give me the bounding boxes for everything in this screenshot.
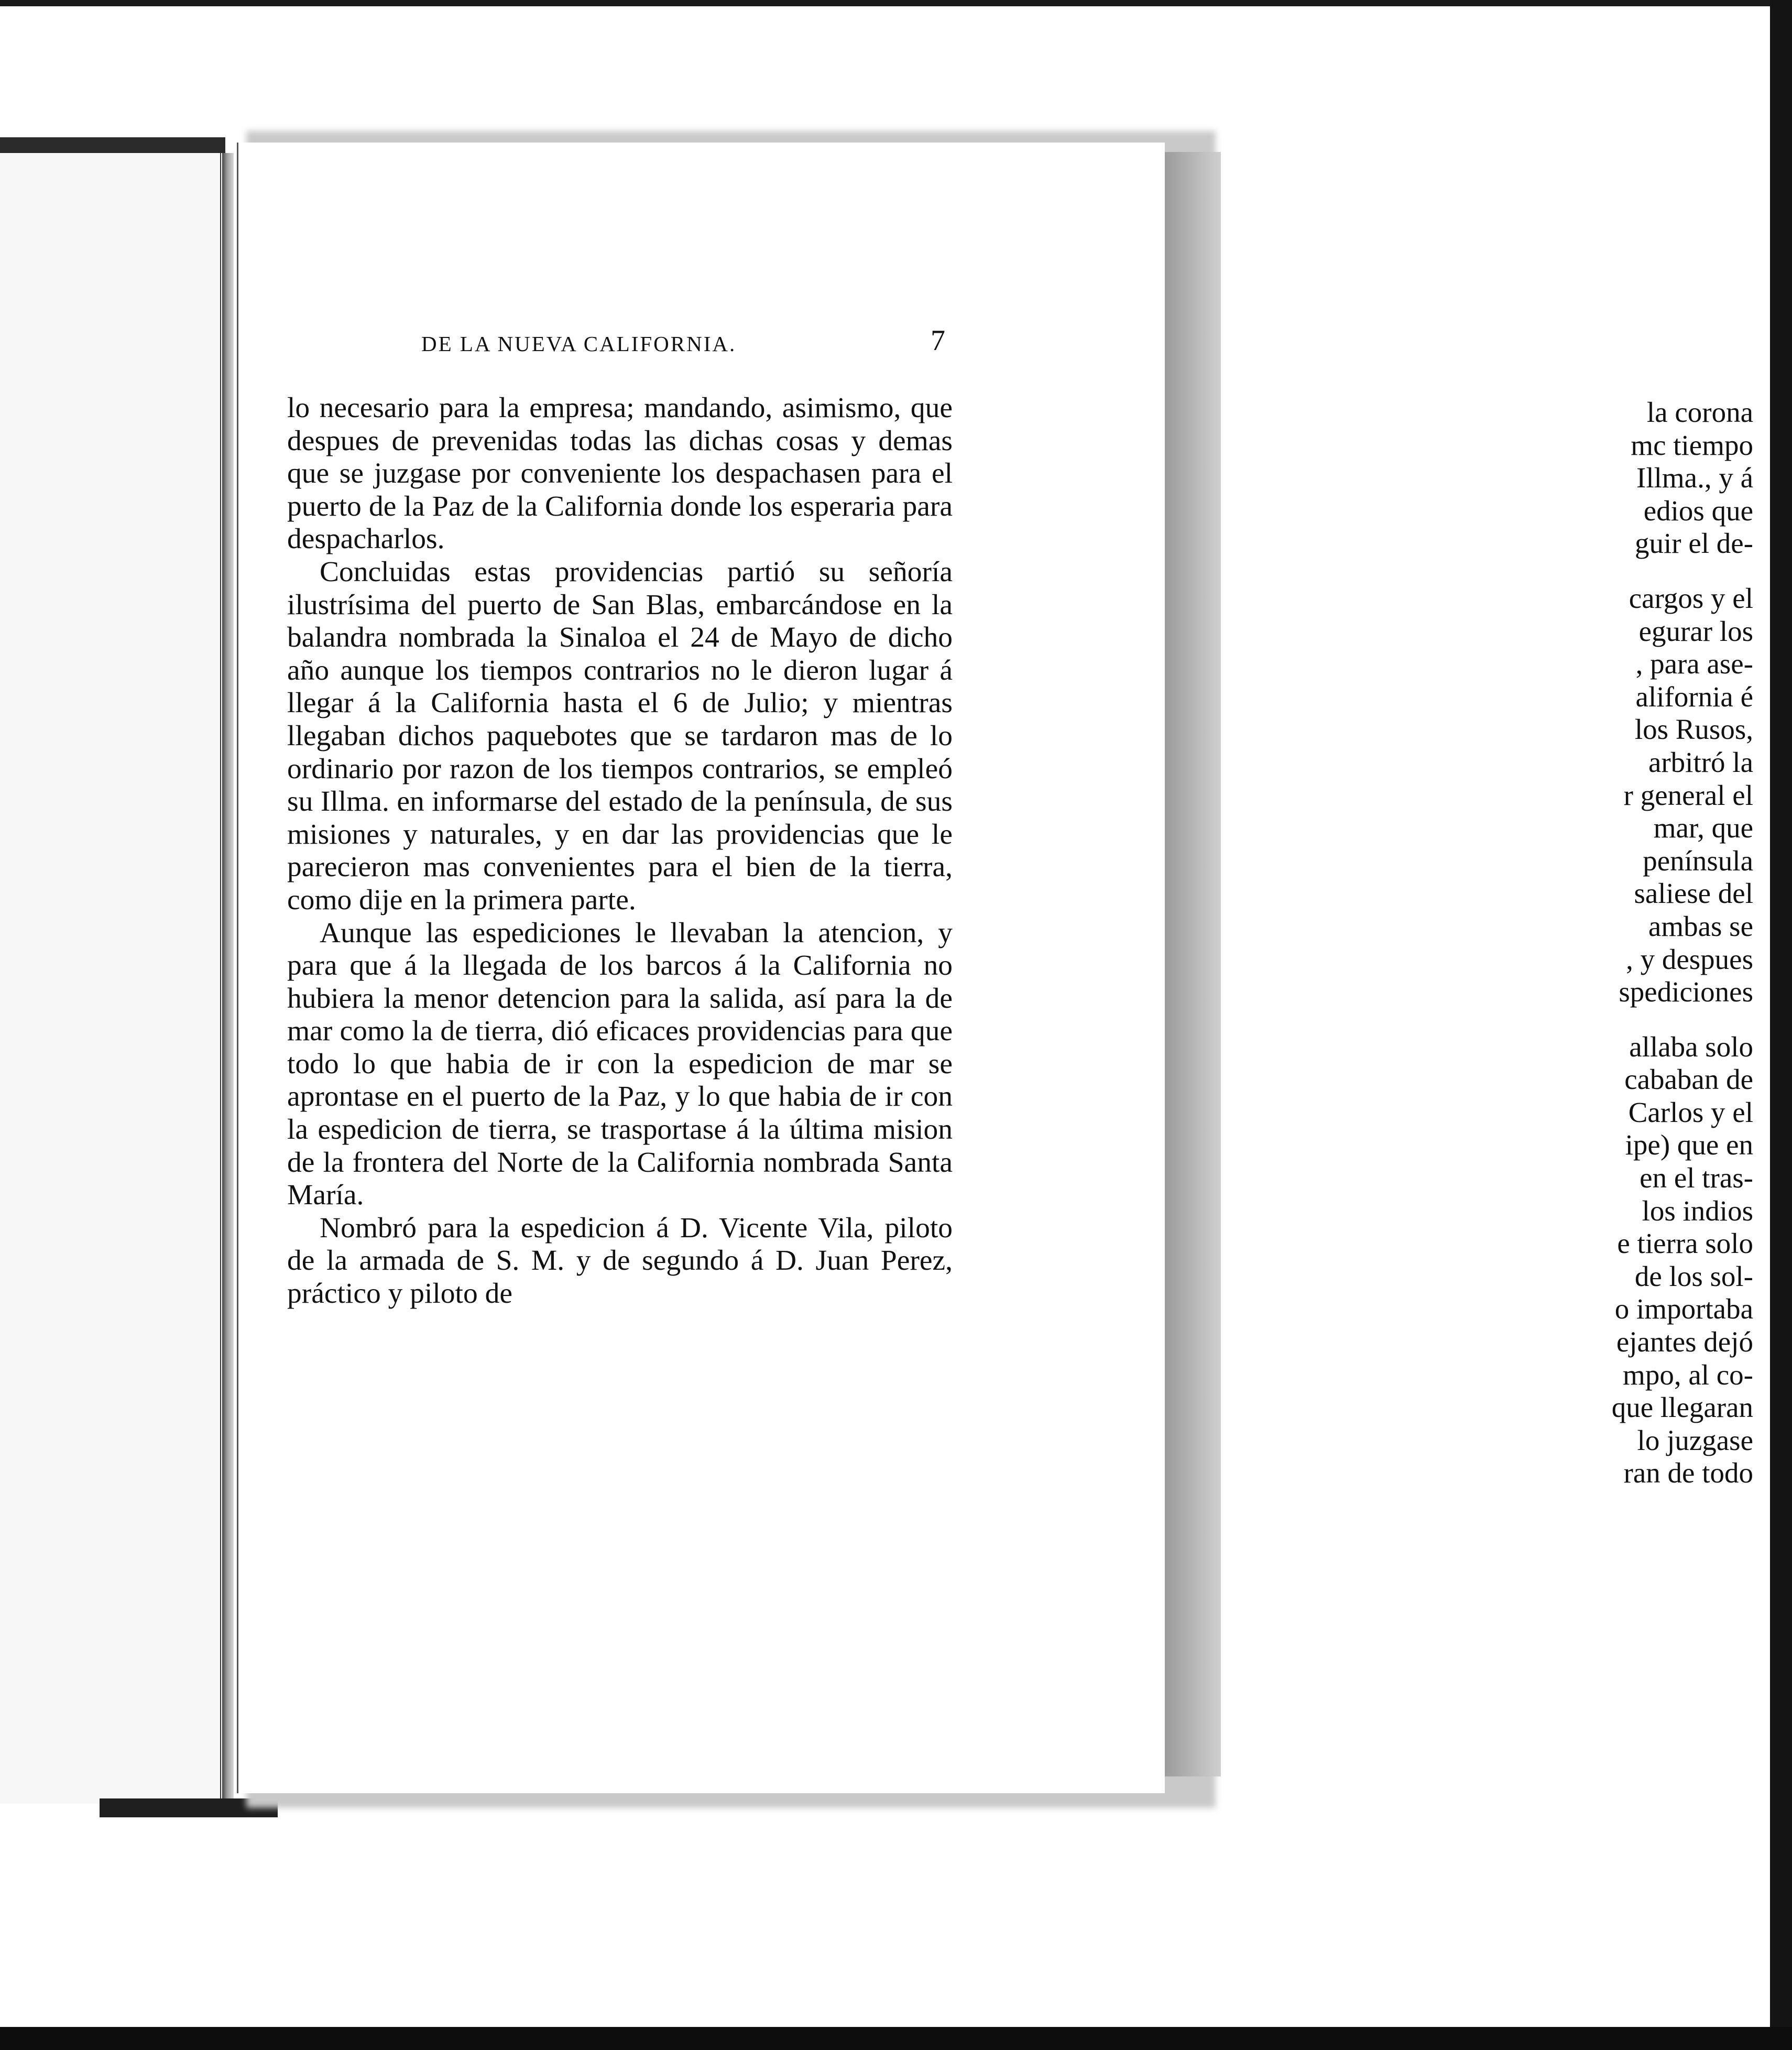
paragraph: Aunque las espediciones le llevaban la atencion, y para que á la llegada de los barcos á la California no hubiera la menor detencion para la salida, así para la de mar como la de tierra, dió eficaces providencias para que todo lo que habia de ir con la espedicion de mar se aprontase en el puerto de la Paz, y lo que habia de ir con la espedicion de tierra, se trasportase á la última mision de la frontera del Norte de la California nombrada Santa María.	[287, 917, 953, 1212]
left-line: , y despues	[1626, 943, 1753, 975]
left-line: que llegaran	[1611, 1391, 1753, 1424]
scan-frame-bottom	[0, 2027, 1792, 2050]
body-text	[287, 392, 953, 1311]
left-line: mc tiempo	[1631, 429, 1753, 461]
left-line: allaba solo	[1629, 1030, 1753, 1063]
left-line: ejantes dejó	[1616, 1326, 1753, 1358]
left-cover-board-top	[0, 137, 225, 153]
left-line: edios que	[1643, 494, 1753, 527]
paragraph: Nombró para la espedicion á D. Vicente Vila, piloto de la armada de S. M. y de segundo á D. Juan Perez, práctico y piloto de	[287, 1212, 953, 1310]
left-line: lo juzgase	[1637, 1424, 1753, 1456]
left-line: la corona	[1646, 396, 1753, 428]
left-line: de los sol-	[1634, 1260, 1753, 1292]
left-line: mar, que	[1653, 812, 1753, 844]
left-line: r general el	[1623, 779, 1753, 811]
scan-frame-top	[0, 0, 1792, 6]
left-line: los indios	[1642, 1194, 1753, 1227]
left-line: cababan de	[1624, 1063, 1753, 1096]
left-line: e tierra solo	[1617, 1227, 1753, 1260]
left-line: ambas se	[1648, 910, 1753, 942]
paragraph: Concluidas estas providencias partió su señoría ilustrísima del puerto de San Blas, embarcándose en la balandra nombrada la Sinaloa el 24 de Mayo de dicho año aunque los tiempos contrarios no le dieron lugar á llegar á la California hasta el 6 de Julio; y mientras llegaban dichos paquebotes que se tardaron mas de lo ordinario por razon de los tiempos contrarios, se empleó su Illma. en informarse del estado de la península, de sus misiones y naturales, y en dar las providencias que le parecieron mas convenientes para el bien de la tierra, como dije en la primera parte.	[287, 555, 953, 916]
left-line: egurar los	[1638, 615, 1753, 647]
left-line: Carlos y el	[1628, 1096, 1753, 1128]
left-line: guir el de-	[1634, 527, 1753, 560]
left-line: ran de todo	[1623, 1457, 1753, 1489]
page-number: 7	[931, 324, 945, 357]
left-line: o importaba	[1614, 1293, 1753, 1325]
left-line: , para ase-	[1635, 648, 1753, 680]
left-page	[0, 153, 221, 1804]
left-line: mpo, al co-	[1623, 1358, 1753, 1391]
book-gutter	[222, 153, 234, 1798]
left-line: Illma., y á	[1636, 462, 1753, 494]
left-line: cargos y el	[1629, 582, 1753, 614]
page-shadow-edge	[1163, 152, 1221, 1776]
left-line: saliese del	[1634, 877, 1753, 910]
left-paragraph-gap	[1612, 1009, 1753, 1031]
left-line: spediciones	[1619, 976, 1753, 1008]
left-line: arbitró la	[1648, 746, 1753, 778]
left-line: en el tras-	[1640, 1162, 1753, 1194]
left-line: ipe) que en	[1625, 1129, 1753, 1161]
left-page-text	[1612, 396, 1753, 1490]
left-line: península	[1643, 844, 1753, 877]
left-paragraph-gap	[1612, 560, 1753, 582]
scan-frame-right	[1770, 0, 1792, 2050]
paragraph: lo necesario para la empresa; mandando, asimismo, que despues de prevenidas todas las dichas cosas y demas que se juzgase por conveniente los despachasen para el puerto de la Paz de la California donde los esperaria para despacharlos.	[287, 392, 953, 555]
left-line: alifornia é	[1635, 680, 1753, 713]
left-line: los Rusos,	[1634, 713, 1753, 746]
running-head: DE LA NUEVA CALIFORNIA.	[421, 332, 737, 356]
